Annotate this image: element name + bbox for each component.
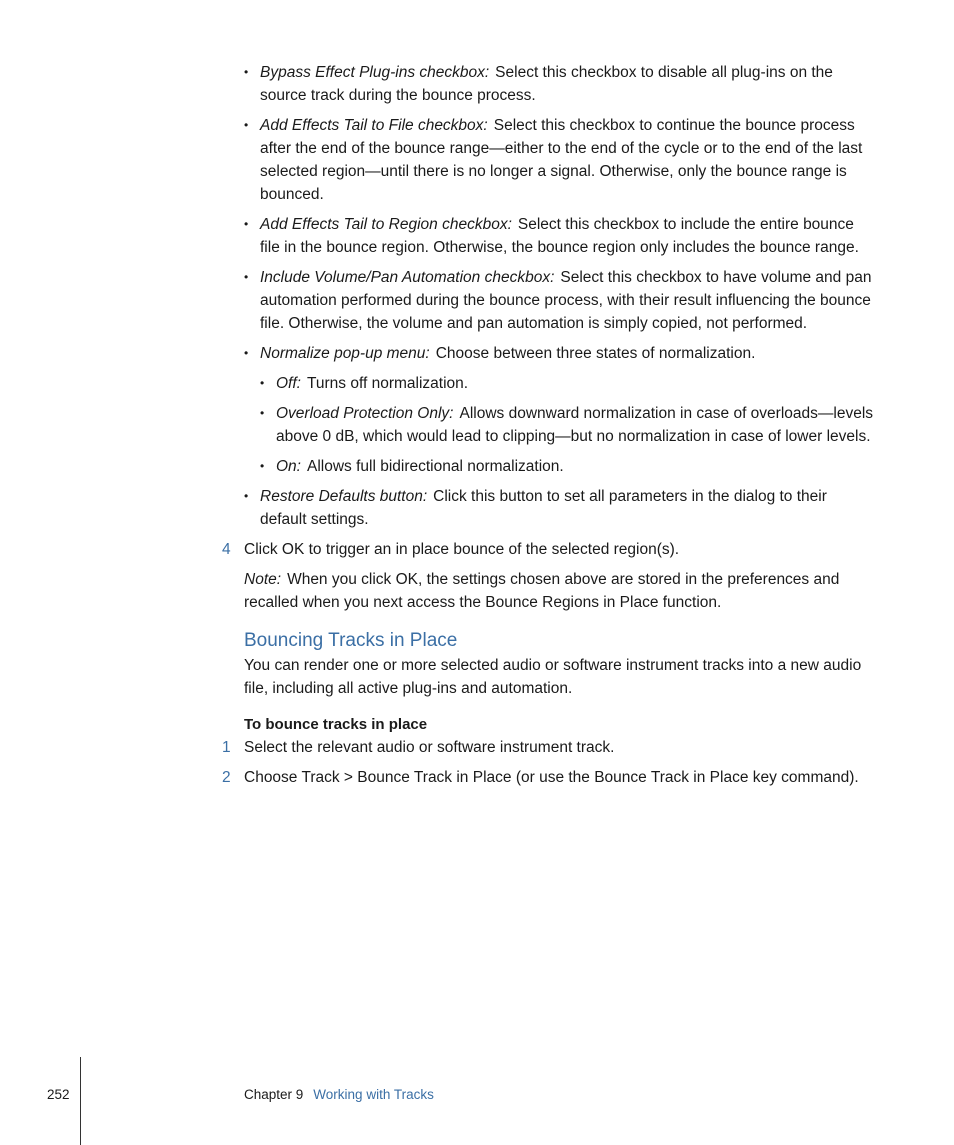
item-text: Select this checkbox to disable all plug-ins on the source track during the bounce process.	[260, 64, 833, 104]
bullet-icon: •	[244, 270, 249, 284]
item-term: Normalize pop-up menu:	[260, 345, 430, 362]
bullet-icon: •	[260, 459, 265, 473]
item-text: Allows full bidirectional normalization.	[306, 458, 564, 475]
procedure-title: To bounce tracks in place	[244, 716, 428, 733]
list-item	[244, 114, 876, 206]
item-text: Select this checkbox to have volume and pan automation performed during the bounce process, with their result influencing the bounce file. Otherwise, the volume and pan automation is simply copied, not performed.	[260, 269, 872, 332]
item-term: Overload Protection Only:	[276, 405, 454, 422]
step-text: Click OK to trigger an in place bounce of the selected region(s).	[244, 541, 680, 558]
item-term: Add Effects Tail to File checkbox:	[260, 117, 488, 134]
chapter-title: Working with Tracks	[313, 1087, 434, 1102]
step-item	[222, 736, 876, 759]
step-number: 2	[222, 769, 231, 786]
section-intro: You can render one or more selected audio or software instrument tracks into a new audio file, including all active plug-ins and automation.	[244, 657, 862, 697]
sub-list-item	[260, 402, 876, 448]
step-number: 1	[222, 739, 231, 756]
item-text: Click this button to set all parameters in the dialog to their default settings.	[260, 488, 827, 528]
item-text: Allows downward normalization in case of overloads—levels above 0 dB, which would lead to clipping—but no normalization in case of lower levels.	[276, 405, 874, 445]
footer-divider	[80, 1057, 81, 1145]
chapter-label: Chapter 9	[244, 1087, 304, 1102]
bullet-icon: •	[260, 406, 265, 420]
step-text: Choose Track > Bounce Track in Place (or use the Bounce Track in Place key command).	[244, 769, 859, 786]
item-term: Restore Defaults button:	[260, 488, 428, 505]
list-item	[244, 342, 876, 365]
step-text: Select the relevant audio or software instrument track.	[244, 739, 615, 756]
item-text: Choose between three states of normalization.	[435, 345, 756, 362]
page-number: 252	[47, 1087, 70, 1102]
bullet-icon: •	[260, 376, 265, 390]
item-text: Select this checkbox to continue the bounce process after the end of the bounce range—either to the end of the cycle or to the end of the last selected region—until there is no longer a signal. Otherwise, only the bounce range is bounced.	[260, 117, 863, 203]
sub-list-item	[260, 455, 876, 478]
footer-chapter	[244, 1085, 434, 1105]
note-label: Note:	[244, 571, 282, 588]
sub-list-item	[260, 372, 876, 395]
list-item	[244, 266, 876, 335]
step-number: 4	[222, 541, 231, 558]
item-term: Bypass Effect Plug-ins checkbox:	[260, 64, 490, 81]
item-term: On:	[276, 458, 301, 475]
note-paragraph	[244, 568, 876, 614]
item-term: Off:	[276, 375, 301, 392]
page-content	[222, 61, 876, 796]
section-heading: Bouncing Tracks in Place	[244, 630, 458, 651]
list-item	[244, 485, 876, 531]
item-text: Turns off normalization.	[306, 375, 469, 392]
note-text: When you click OK, the settings chosen above are stored in the preferences and recalled when you next access the Bounce Regions in Place function.	[244, 571, 840, 611]
step-item	[222, 538, 876, 561]
list-item	[244, 213, 876, 259]
item-term: Add Effects Tail to Region checkbox:	[260, 216, 512, 233]
bullet-icon: •	[244, 346, 249, 360]
bullet-icon: •	[244, 217, 249, 231]
list-item	[244, 61, 876, 107]
item-term: Include Volume/Pan Automation checkbox:	[260, 269, 555, 286]
step-item	[222, 766, 876, 789]
bullet-icon: •	[244, 65, 249, 79]
bullet-icon: •	[244, 118, 249, 132]
bullet-icon: •	[244, 489, 249, 503]
item-text: Select this checkbox to include the entire bounce file in the bounce region. Otherwise, the bounce region only includes the bounce range.	[260, 216, 859, 256]
